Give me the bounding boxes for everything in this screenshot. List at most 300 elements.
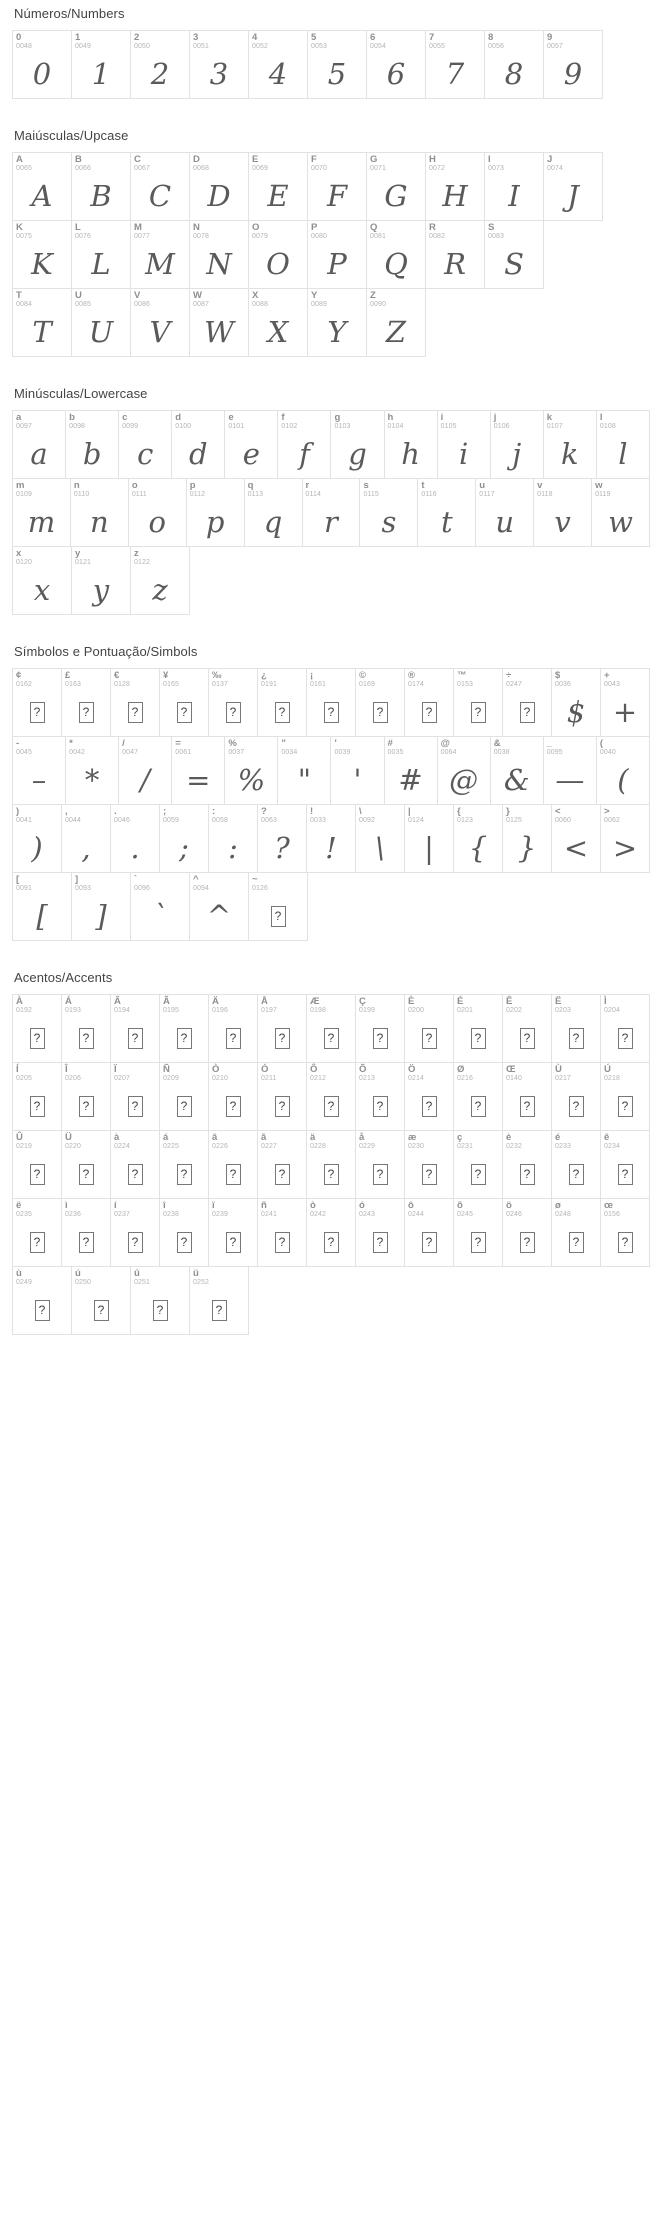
glyph-preview: R bbox=[444, 247, 466, 281]
glyph-cell[interactable] bbox=[110, 1130, 160, 1199]
glyph-char-label: S bbox=[488, 222, 495, 233]
glyph-cell[interactable] bbox=[551, 1130, 601, 1199]
glyph-meta bbox=[370, 155, 386, 172]
glyph-cell[interactable] bbox=[224, 410, 278, 479]
glyph-cell[interactable] bbox=[257, 1130, 307, 1199]
glyph-cell[interactable] bbox=[359, 478, 418, 547]
glyph-meta bbox=[16, 33, 32, 50]
glyph-cell[interactable] bbox=[453, 1130, 503, 1199]
glyph-cell[interactable] bbox=[128, 478, 187, 547]
glyph-cell[interactable] bbox=[453, 1198, 503, 1267]
section-title: Símbolos e Pontuação/Simbols bbox=[14, 644, 198, 659]
glyph-cell[interactable] bbox=[61, 994, 111, 1063]
glyph-meta bbox=[16, 155, 32, 172]
missing-glyph-icon bbox=[209, 689, 257, 735]
glyph-cell[interactable] bbox=[600, 804, 650, 873]
glyph-rows bbox=[12, 668, 649, 941]
glyph-meta bbox=[114, 807, 130, 824]
glyph-cell[interactable] bbox=[384, 736, 438, 805]
missing-glyph-box: ? bbox=[324, 1096, 339, 1117]
glyph-cell[interactable] bbox=[307, 220, 367, 289]
glyph-char-label: ? bbox=[261, 806, 268, 817]
glyph-char-label: 0 bbox=[16, 32, 22, 43]
glyph-cell[interactable] bbox=[71, 220, 131, 289]
glyph-cell[interactable] bbox=[130, 546, 190, 615]
glyph-code-label: 0046 bbox=[114, 816, 130, 824]
glyph-char-label: a bbox=[16, 412, 22, 423]
glyph-meta bbox=[547, 33, 563, 50]
glyph-code-label: 0089 bbox=[311, 300, 327, 308]
glyph-cell[interactable] bbox=[159, 1198, 209, 1267]
glyph-cell[interactable] bbox=[159, 994, 209, 1063]
glyph-meta bbox=[429, 33, 445, 50]
glyph-cell[interactable] bbox=[307, 30, 367, 99]
glyph-cell[interactable] bbox=[171, 736, 225, 805]
glyph-cell[interactable] bbox=[306, 668, 356, 737]
glyph-cell[interactable] bbox=[307, 288, 367, 357]
glyph-cell[interactable] bbox=[208, 668, 258, 737]
glyph-cell[interactable] bbox=[248, 288, 308, 357]
glyph-cell[interactable] bbox=[189, 30, 249, 99]
missing-glyph-box: ? bbox=[177, 1164, 192, 1185]
glyph-cell[interactable] bbox=[12, 1266, 72, 1335]
glyph-char-label: ! bbox=[310, 806, 314, 817]
glyph-code-label: 0087 bbox=[193, 300, 209, 308]
missing-glyph-icon bbox=[552, 1083, 600, 1129]
glyph-cell[interactable] bbox=[543, 152, 603, 221]
glyph-code-label: 0195 bbox=[163, 1006, 179, 1014]
glyph-cell[interactable] bbox=[600, 1062, 650, 1131]
missing-glyph-box: ? bbox=[618, 1096, 633, 1117]
glyph-cell[interactable] bbox=[330, 410, 384, 479]
glyph-cell[interactable] bbox=[404, 1130, 454, 1199]
glyph-cell[interactable] bbox=[591, 478, 650, 547]
glyph-cell[interactable] bbox=[12, 220, 72, 289]
glyph-cell[interactable] bbox=[12, 736, 66, 805]
missing-glyph-box: ? bbox=[471, 1232, 486, 1253]
glyph-meta bbox=[65, 1133, 81, 1150]
glyph-meta bbox=[281, 413, 297, 430]
missing-glyph-icon bbox=[13, 1287, 71, 1333]
glyph-preview: & bbox=[503, 763, 530, 797]
glyph-cell[interactable] bbox=[330, 736, 384, 805]
glyph-code-label: 0249 bbox=[16, 1278, 32, 1286]
glyph-char-label: Ã bbox=[163, 996, 171, 1007]
glyph-cell[interactable] bbox=[110, 1062, 160, 1131]
glyph-preview: I bbox=[508, 179, 520, 213]
glyph-meta bbox=[261, 671, 277, 688]
glyph-cell[interactable] bbox=[502, 668, 552, 737]
glyph-preview: O bbox=[266, 247, 290, 281]
glyph-char-label: ü bbox=[193, 1268, 200, 1279]
glyph-char-label: æ bbox=[408, 1132, 417, 1143]
glyph-meta bbox=[16, 739, 32, 756]
glyph-cell[interactable] bbox=[159, 1062, 209, 1131]
glyph-meta bbox=[16, 1065, 32, 1082]
glyph-cell[interactable] bbox=[533, 478, 592, 547]
glyph-meta bbox=[75, 291, 91, 308]
glyph-cell[interactable] bbox=[355, 1198, 405, 1267]
glyph-char-label: Î bbox=[65, 1064, 68, 1075]
glyph-cell[interactable] bbox=[208, 804, 258, 873]
missing-glyph-icon bbox=[552, 1015, 600, 1061]
sections-container bbox=[12, 6, 649, 1364]
glyph-cell[interactable] bbox=[551, 1062, 601, 1131]
glyph-cell[interactable] bbox=[71, 152, 131, 221]
glyph-char-label: ` bbox=[134, 874, 138, 885]
glyph-meta bbox=[16, 875, 32, 892]
missing-glyph-box: ? bbox=[128, 1232, 143, 1253]
glyph-cell[interactable] bbox=[65, 410, 119, 479]
glyph-cell[interactable] bbox=[248, 152, 308, 221]
glyph-cell[interactable] bbox=[596, 410, 650, 479]
glyph-code-label: 0074 bbox=[547, 164, 563, 172]
glyph-cell[interactable] bbox=[404, 1062, 454, 1131]
glyph-cell[interactable] bbox=[425, 30, 485, 99]
glyph-cell[interactable] bbox=[453, 804, 503, 873]
glyph-cell[interactable] bbox=[12, 152, 72, 221]
glyph-cell[interactable] bbox=[12, 1062, 62, 1131]
glyph-cell[interactable] bbox=[248, 872, 308, 941]
glyph-cell[interactable] bbox=[600, 668, 650, 737]
glyph-meta bbox=[310, 1133, 326, 1150]
glyph-cell[interactable] bbox=[208, 1198, 258, 1267]
glyph-cell[interactable] bbox=[306, 1130, 356, 1199]
glyph-meta bbox=[359, 1133, 375, 1150]
glyph-char-label: y bbox=[75, 548, 81, 559]
glyph-cell[interactable] bbox=[130, 30, 190, 99]
glyph-code-label: 0210 bbox=[212, 1074, 228, 1082]
glyph-cell[interactable] bbox=[366, 220, 426, 289]
glyph-char-label: n bbox=[73, 480, 80, 491]
glyph-cell[interactable] bbox=[71, 546, 131, 615]
glyph-code-label: 0116 bbox=[421, 490, 437, 498]
glyph-cell[interactable] bbox=[208, 1062, 258, 1131]
glyph-preview: ) bbox=[31, 831, 43, 865]
glyph-cell[interactable] bbox=[404, 668, 454, 737]
glyph-cell[interactable] bbox=[453, 668, 503, 737]
glyph-code-label: 0137 bbox=[212, 680, 228, 688]
glyph-char-label: Ü bbox=[65, 1132, 73, 1143]
glyph-cell[interactable] bbox=[502, 1130, 552, 1199]
glyph-meta bbox=[114, 1133, 130, 1150]
glyph-char-label: ö bbox=[506, 1200, 513, 1211]
glyph-cell[interactable] bbox=[257, 1198, 307, 1267]
glyph-cell[interactable] bbox=[425, 220, 485, 289]
glyph-code-label: 0055 bbox=[429, 42, 445, 50]
glyph-cell[interactable] bbox=[12, 288, 72, 357]
glyph-cell[interactable] bbox=[475, 478, 534, 547]
glyph-meta bbox=[310, 997, 326, 1014]
glyph-cell[interactable] bbox=[437, 736, 491, 805]
glyph-cell[interactable] bbox=[248, 220, 308, 289]
glyph-cell[interactable] bbox=[307, 152, 367, 221]
glyph-char-label: ì bbox=[65, 1200, 68, 1211]
glyph-meta bbox=[228, 739, 244, 756]
glyph-cell[interactable] bbox=[596, 736, 650, 805]
glyph-cell[interactable] bbox=[453, 994, 503, 1063]
glyph-cell[interactable] bbox=[208, 1130, 258, 1199]
glyph-preview: ^ bbox=[206, 899, 232, 933]
glyph-meta bbox=[16, 807, 32, 824]
glyph-cell[interactable] bbox=[490, 410, 544, 479]
glyph-meta bbox=[193, 155, 209, 172]
glyph-cell[interactable] bbox=[118, 736, 172, 805]
glyph-row bbox=[12, 994, 649, 1063]
glyph-cell[interactable] bbox=[502, 994, 552, 1063]
glyph-cell[interactable] bbox=[453, 1062, 503, 1131]
glyph-cell[interactable] bbox=[12, 994, 62, 1063]
glyph-cell[interactable] bbox=[302, 478, 361, 547]
glyph-cell[interactable] bbox=[208, 994, 258, 1063]
glyph-cell[interactable] bbox=[12, 1130, 62, 1199]
glyph-cell[interactable] bbox=[355, 994, 405, 1063]
glyph-meta bbox=[281, 739, 297, 756]
glyph-cell[interactable] bbox=[12, 478, 71, 547]
glyph-cell[interactable] bbox=[65, 736, 119, 805]
glyph-cell[interactable] bbox=[130, 288, 190, 357]
missing-glyph-box: ? bbox=[520, 1164, 535, 1185]
glyph-cell[interactable] bbox=[484, 152, 544, 221]
glyph-cell[interactable] bbox=[71, 288, 131, 357]
glyph-char-label: w bbox=[595, 480, 603, 491]
glyph-char-label: b bbox=[69, 412, 76, 423]
glyph-cell[interactable] bbox=[277, 410, 331, 479]
glyph-char-label: ô bbox=[408, 1200, 415, 1211]
missing-glyph-icon bbox=[356, 689, 404, 735]
glyph-code-label: 0033 bbox=[310, 816, 326, 824]
glyph-cell[interactable] bbox=[257, 1062, 307, 1131]
glyph-cell[interactable] bbox=[404, 1198, 454, 1267]
glyph-code-label: 0101 bbox=[228, 422, 245, 430]
glyph-row bbox=[12, 152, 649, 221]
glyph-cell[interactable] bbox=[502, 1062, 552, 1131]
glyph-code-label: 0064 bbox=[440, 748, 457, 756]
glyph-cell[interactable] bbox=[110, 994, 160, 1063]
glyph-cell[interactable] bbox=[70, 478, 129, 547]
glyph-code-label: 0228 bbox=[310, 1142, 326, 1150]
glyph-cell[interactable] bbox=[61, 1130, 111, 1199]
glyph-char-label: 3 bbox=[193, 32, 199, 43]
glyph-cell[interactable] bbox=[425, 152, 485, 221]
glyph-cell[interactable] bbox=[502, 1198, 552, 1267]
glyph-cell[interactable] bbox=[484, 30, 544, 99]
glyph-cell[interactable] bbox=[61, 804, 111, 873]
glyph-char-label: @ bbox=[440, 738, 451, 749]
missing-glyph-icon bbox=[503, 1219, 551, 1265]
glyph-row bbox=[12, 872, 649, 941]
glyph-cell[interactable] bbox=[224, 736, 278, 805]
glyph-char-label: o bbox=[131, 480, 138, 491]
glyph-preview: e bbox=[242, 437, 260, 471]
glyph-cell[interactable] bbox=[110, 1198, 160, 1267]
glyph-cell[interactable] bbox=[551, 1198, 601, 1267]
glyph-char-label: ¡ bbox=[310, 670, 314, 681]
missing-glyph-box: ? bbox=[30, 1232, 45, 1253]
glyph-cell[interactable] bbox=[61, 1198, 111, 1267]
glyph-cell[interactable] bbox=[12, 1198, 62, 1267]
glyph-char-label: é bbox=[555, 1132, 561, 1143]
missing-glyph-box: ? bbox=[128, 702, 143, 723]
missing-glyph-icon bbox=[160, 1151, 208, 1197]
glyph-cell[interactable] bbox=[159, 668, 209, 737]
glyph-cell[interactable] bbox=[502, 804, 552, 873]
glyph-preview: b bbox=[82, 437, 102, 471]
glyph-preview: ? bbox=[274, 831, 290, 865]
glyph-cell[interactable] bbox=[484, 220, 544, 289]
glyph-cell[interactable] bbox=[248, 30, 308, 99]
glyph-cell[interactable] bbox=[366, 30, 426, 99]
glyph-cell[interactable] bbox=[600, 1130, 650, 1199]
glyph-char-label: å bbox=[359, 1132, 365, 1143]
missing-glyph-icon bbox=[258, 689, 306, 735]
glyph-cell[interactable] bbox=[355, 1062, 405, 1131]
glyph-cell[interactable] bbox=[417, 478, 476, 547]
glyph-cell[interactable] bbox=[355, 1130, 405, 1199]
glyph-char-label: ® bbox=[408, 670, 416, 681]
glyph-meta bbox=[65, 807, 81, 824]
glyph-cell[interactable] bbox=[306, 994, 356, 1063]
glyph-cell[interactable] bbox=[61, 668, 111, 737]
glyph-cell[interactable] bbox=[189, 872, 249, 941]
glyph-meta bbox=[114, 1201, 130, 1218]
glyph-meta bbox=[212, 1065, 228, 1082]
glyph-cell[interactable] bbox=[12, 546, 72, 615]
glyph-char-label: W bbox=[193, 290, 203, 301]
glyph-code-label: 0048 bbox=[16, 42, 32, 50]
glyph-char-label: X bbox=[252, 290, 259, 301]
glyph-cell[interactable] bbox=[257, 668, 307, 737]
glyph-cell[interactable] bbox=[404, 994, 454, 1063]
glyph-cell[interactable] bbox=[306, 1062, 356, 1131]
glyph-cell[interactable] bbox=[543, 410, 597, 479]
glyph-meta bbox=[16, 223, 32, 240]
glyph-code-label: 0036 bbox=[555, 680, 571, 688]
glyph-char-label: k bbox=[546, 412, 553, 423]
glyph-meta bbox=[16, 671, 32, 688]
glyph-cell[interactable] bbox=[12, 30, 72, 99]
glyph-cell[interactable] bbox=[189, 1266, 249, 1335]
glyph-cell[interactable] bbox=[110, 804, 160, 873]
glyph-cell[interactable] bbox=[551, 804, 601, 873]
glyph-cell[interactable] bbox=[366, 288, 426, 357]
glyph-cell[interactable] bbox=[551, 668, 601, 737]
glyph-cell[interactable] bbox=[12, 872, 72, 941]
glyph-cell[interactable] bbox=[404, 804, 454, 873]
missing-glyph-icon bbox=[503, 689, 551, 735]
glyph-cell[interactable] bbox=[61, 1062, 111, 1131]
missing-glyph-box: ? bbox=[275, 1232, 290, 1253]
glyph-meta bbox=[359, 1201, 375, 1218]
missing-glyph-box: ? bbox=[422, 1096, 437, 1117]
glyph-cell[interactable] bbox=[159, 1130, 209, 1199]
glyph-cell[interactable] bbox=[551, 994, 601, 1063]
glyph-code-label: 0072 bbox=[429, 164, 445, 172]
glyph-cell[interactable] bbox=[306, 1198, 356, 1267]
glyph-meta bbox=[261, 1065, 276, 1082]
missing-glyph-icon bbox=[209, 1151, 257, 1197]
glyph-cell[interactable] bbox=[130, 1266, 190, 1335]
glyph-char-label: < bbox=[555, 806, 561, 817]
glyph-row bbox=[12, 220, 649, 289]
glyph-cell[interactable] bbox=[171, 410, 225, 479]
glyph-cell[interactable] bbox=[189, 288, 249, 357]
glyph-cell[interactable] bbox=[600, 994, 650, 1063]
glyph-cell[interactable] bbox=[355, 668, 405, 737]
glyph-meta bbox=[163, 807, 179, 824]
glyph-meta bbox=[441, 413, 457, 430]
glyph-meta bbox=[506, 1201, 522, 1218]
glyph-cell[interactable] bbox=[543, 30, 603, 99]
glyph-code-label: 0124 bbox=[408, 816, 424, 824]
glyph-code-label: 0051 bbox=[193, 42, 209, 50]
glyph-preview: 9 bbox=[563, 57, 583, 91]
glyph-cell[interactable] bbox=[12, 668, 62, 737]
glyph-code-label: 0193 bbox=[65, 1006, 81, 1014]
glyph-cell[interactable] bbox=[159, 804, 209, 873]
glyph-char-label: r bbox=[305, 480, 310, 491]
glyph-preview: Z bbox=[385, 315, 407, 349]
glyph-char-label: O bbox=[252, 222, 260, 233]
glyph-meta bbox=[75, 549, 91, 566]
glyph-preview: k bbox=[561, 437, 579, 471]
glyph-preview: i bbox=[459, 437, 469, 471]
glyph-row bbox=[12, 1266, 649, 1335]
glyph-char-label: Û bbox=[16, 1132, 24, 1143]
glyph-cell[interactable] bbox=[130, 220, 190, 289]
glyph-cell[interactable] bbox=[186, 478, 245, 547]
missing-glyph-box: ? bbox=[569, 1096, 584, 1117]
glyph-cell[interactable] bbox=[130, 872, 190, 941]
glyph-cell[interactable] bbox=[257, 804, 307, 873]
glyph-char-label: > bbox=[604, 806, 610, 817]
glyph-code-label: 0153 bbox=[457, 680, 473, 688]
glyph-cell[interactable] bbox=[543, 736, 597, 805]
glyph-preview: G bbox=[384, 179, 408, 213]
glyph-meta bbox=[134, 33, 150, 50]
glyph-cell[interactable] bbox=[189, 220, 249, 289]
glyph-meta bbox=[604, 807, 620, 824]
glyph-cell[interactable] bbox=[110, 668, 160, 737]
glyph-cell[interactable] bbox=[71, 30, 131, 99]
glyph-cell[interactable] bbox=[12, 410, 66, 479]
glyph-cell[interactable] bbox=[189, 152, 249, 221]
glyph-code-label: 0109 bbox=[16, 490, 32, 498]
glyph-cell[interactable] bbox=[130, 152, 190, 221]
glyph-cell[interactable] bbox=[118, 410, 172, 479]
missing-glyph-icon bbox=[160, 689, 208, 735]
glyph-cell[interactable] bbox=[437, 410, 491, 479]
missing-glyph-icon bbox=[160, 1219, 208, 1265]
glyph-cell[interactable] bbox=[306, 804, 356, 873]
glyph-cell[interactable] bbox=[277, 736, 331, 805]
glyph-code-label: 0250 bbox=[75, 1278, 91, 1286]
glyph-cell[interactable] bbox=[490, 736, 544, 805]
glyph-meta bbox=[193, 1269, 209, 1286]
glyph-cell[interactable] bbox=[71, 1266, 131, 1335]
glyph-char-label: Ú bbox=[604, 1064, 612, 1075]
glyph-cell[interactable] bbox=[600, 1198, 650, 1267]
glyph-cell[interactable] bbox=[244, 478, 303, 547]
glyph-cell[interactable] bbox=[12, 804, 62, 873]
glyph-cell[interactable] bbox=[355, 804, 405, 873]
glyph-cell[interactable] bbox=[384, 410, 438, 479]
glyph-cell[interactable] bbox=[366, 152, 426, 221]
missing-glyph-box: ? bbox=[373, 1096, 388, 1117]
glyph-cell[interactable] bbox=[71, 872, 131, 941]
glyph-preview: = bbox=[186, 763, 211, 797]
glyph-cell[interactable] bbox=[257, 994, 307, 1063]
